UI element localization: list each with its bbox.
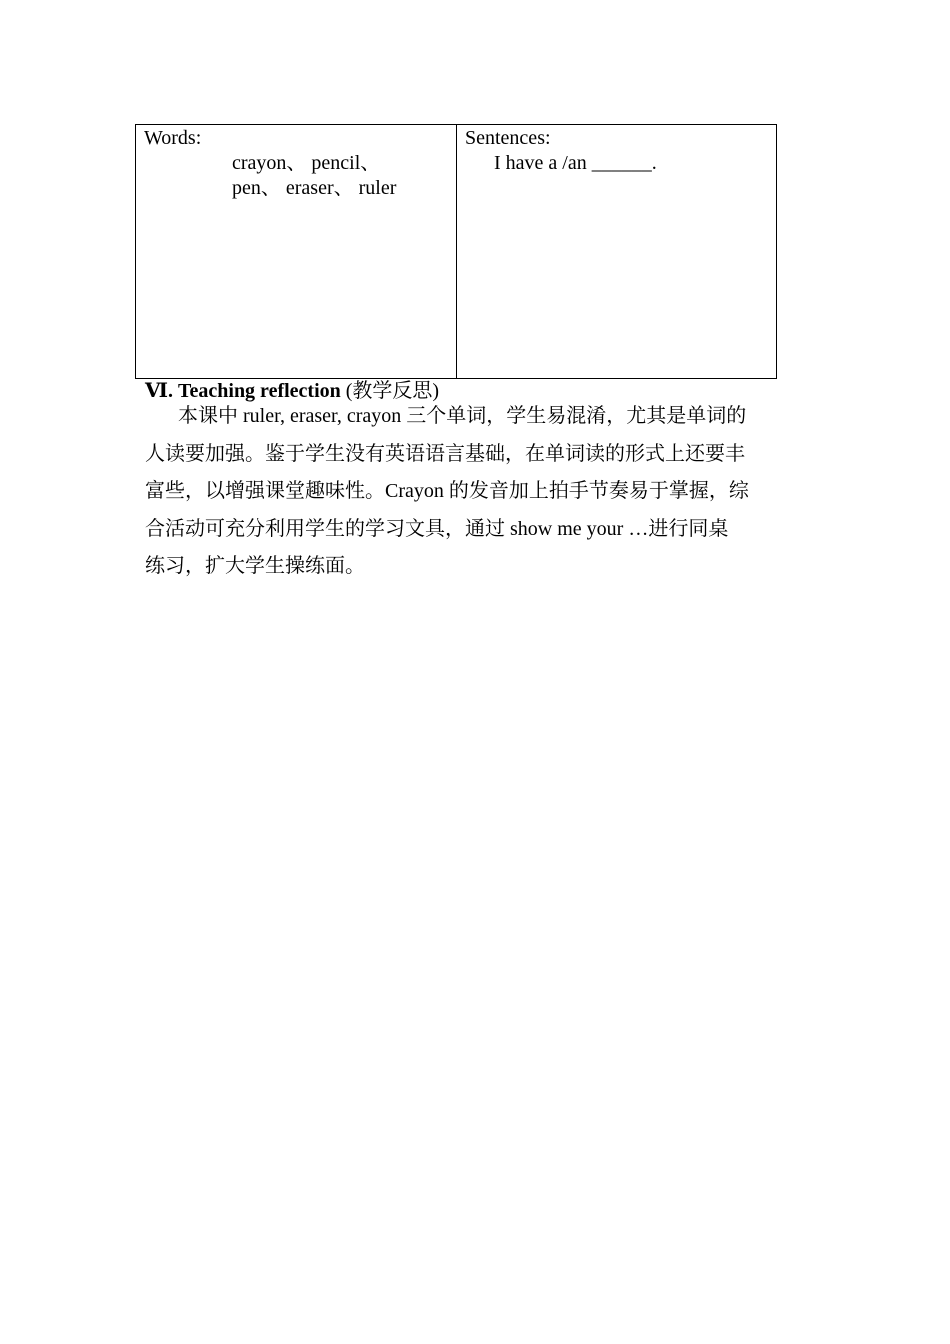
sentences-heading: Sentences:	[465, 127, 551, 149]
sentence-line-1: I have a /an ______.	[494, 152, 657, 174]
reflection-line: 富些，以增强课堂趣味性。Crayon 的发音加上拍手节奏易于掌握，综	[145, 480, 749, 502]
words-line-2: pen、 eraser、 ruler	[232, 177, 397, 199]
reflection-line: 本课中 ruler, eraser, crayon 三个单词，学生易混淆，尤其是单词的	[178, 405, 747, 427]
section-number: Ⅵ.	[145, 380, 173, 402]
reflection-paragraph	[145, 398, 810, 586]
reflection-line: 人读要加强。鉴于学生没有英语语言基础，在单词读的形式上还要丰	[145, 442, 745, 465]
words-heading: Words:	[144, 127, 202, 149]
reflection-line: 练习，扩大学生操练面。	[145, 555, 365, 577]
section-subtitle: (教学反思)	[345, 380, 440, 402]
section-title: Teaching reflection	[178, 380, 341, 402]
reflection-line: 合活动可充分利用学生的学习文具，通过 show me your …进行同桌	[145, 517, 729, 540]
blackboard-design-table	[135, 124, 777, 379]
words-cell	[136, 125, 457, 378]
words-line-1: crayon、 pencil、	[232, 152, 381, 174]
sentences-cell	[457, 125, 776, 378]
